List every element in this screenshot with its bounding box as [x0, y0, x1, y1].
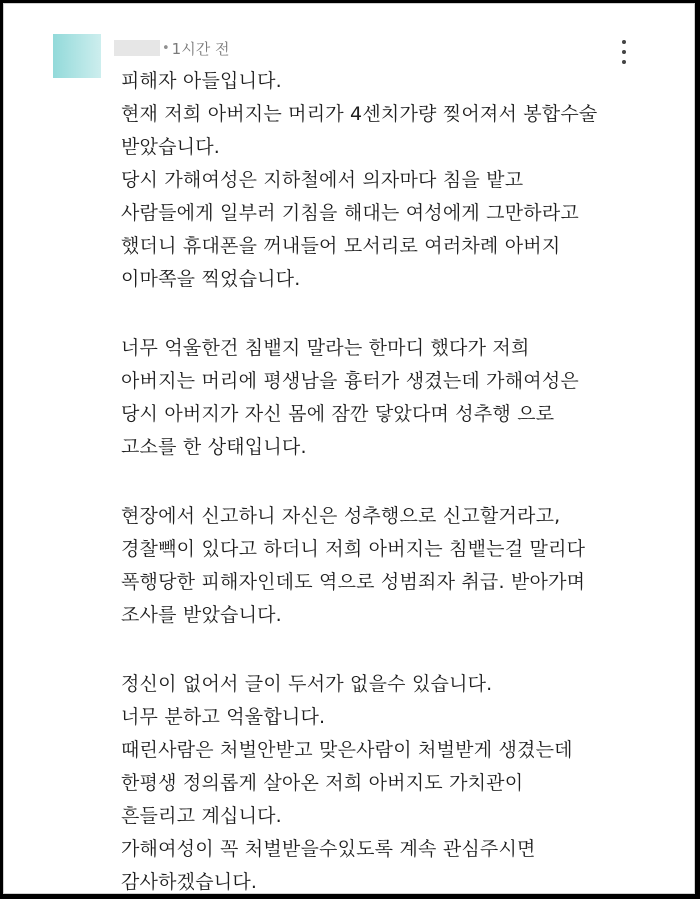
comment-line: 당시 아버지가 자신 몸에 잠깐 닿았다며 성추행 으로 — [121, 403, 555, 425]
comment-line: 가해여성이 꼭 처벌받을수있도록 계속 관심주시면 — [121, 838, 536, 860]
more-vert-icon[interactable] — [618, 40, 630, 64]
comment-card — [3, 3, 695, 894]
comment-line: 현재 저희 아버지는 머리가 4센치가량 찢어져서 봉합수술 — [121, 103, 598, 125]
comment-header — [114, 37, 229, 59]
comment-line: 한평생 정의롭게 살아온 저희 아버지도 가치관이 — [121, 772, 524, 794]
comment-line: 너무 분하고 억울합니다. — [121, 706, 326, 728]
comment-paragraph — [121, 500, 681, 632]
comment-line: 때린사람은 처벌안받고 맞은사람이 처벌받게 생겼는데 — [121, 739, 573, 761]
comment-line: 감사하겠습니다. — [121, 871, 258, 893]
more-dot — [622, 50, 626, 54]
comment-line: 이마쪽을 찍었습니다. — [121, 268, 301, 290]
comment-paragraph — [121, 332, 681, 464]
comment-line: 했더니 휴대폰을 꺼내들어 모서리로 여러차례 아버지 — [121, 235, 561, 257]
comment-line: 고소를 한 상태입니다. — [121, 436, 307, 458]
comment-line: 아버지는 머리에 평생남을 흉터가 생겼는데 가해여성은 — [121, 370, 579, 392]
comment-line: 피해자 아들입니다. — [121, 70, 282, 92]
timestamp: 1시간 전 — [171, 39, 230, 58]
comment-line: 폭행당한 피해자인데도 역으로 성범죄자 취급. 받아가며 — [121, 571, 586, 593]
comment-line: 사람들에게 일부러 기침을 해대는 여성에게 그만하라고 — [121, 202, 579, 224]
header-separator: • — [162, 40, 170, 56]
avatar[interactable] — [53, 34, 101, 78]
comment-line: 정신이 없어서 글이 두서가 없을수 있습니다. — [121, 673, 493, 695]
comment-line: 너무 억울한건 침뱉지 말라는 한마디 했다가 저희 — [121, 337, 530, 359]
comment-line: 경찰빽이 있다고 하더니 저희 아버지는 침뱉는걸 말리다 — [121, 538, 586, 560]
comment-line: 조사를 받았습니다. — [121, 604, 282, 626]
comment-line: 현장에서 신고하니 자신은 성추행으로 신고할거라고, — [121, 505, 561, 527]
comment-line: 당시 가해여성은 지하철에서 의자마다 침을 밭고 — [121, 169, 524, 191]
comment-paragraph — [121, 668, 681, 894]
comment-line: 받았습니다. — [121, 136, 221, 158]
username-blurred[interactable] — [114, 40, 160, 56]
comment-paragraph — [121, 65, 681, 296]
comment-line: 흔들리고 계십니다. — [121, 805, 282, 827]
more-dot — [622, 40, 626, 44]
more-dot — [622, 60, 626, 64]
comment-body — [121, 65, 681, 894]
